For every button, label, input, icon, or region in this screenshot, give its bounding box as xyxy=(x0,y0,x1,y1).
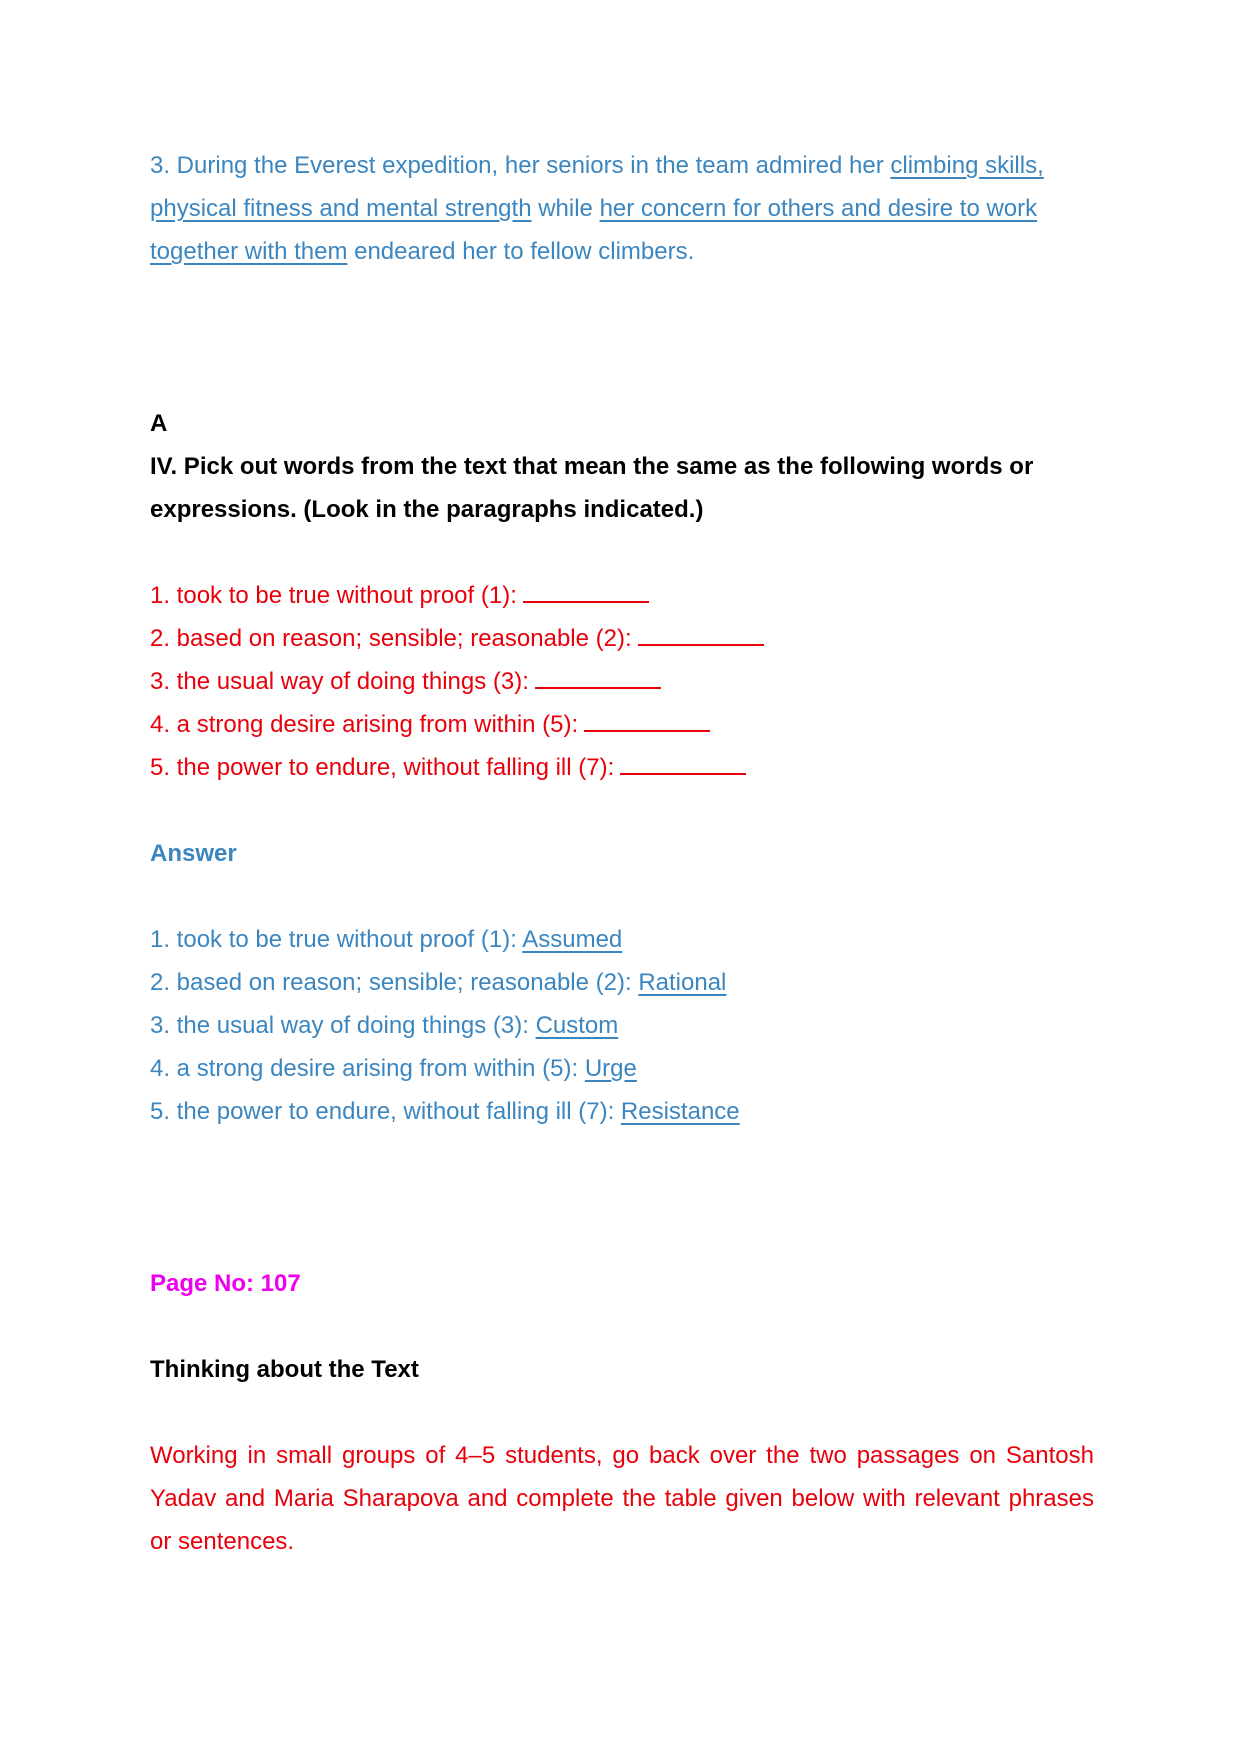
section-letter: A xyxy=(150,410,168,437)
answer-heading: Answer xyxy=(150,840,237,867)
question-title: IV. Pick out words from the text that mean the same as the following words or expressions. (Look in the paragraphs indicated.) xyxy=(150,453,1034,523)
intro-link-skills[interactable]: climbing skills, physical fitness and mental strength xyxy=(150,152,1044,222)
question-item: 4. a strong desire arising from within (5): xyxy=(150,703,1094,746)
answer-word[interactable]: Custom xyxy=(535,1012,619,1039)
intro-paragraph xyxy=(150,144,1094,273)
document-page xyxy=(150,144,1094,1563)
answer-item: 3. the usual way of doing things (3): Custom xyxy=(150,1012,619,1039)
answer-word[interactable]: Resistance xyxy=(620,1098,740,1125)
answer-item: 2. based on reason; sensible; reasonable (2): Rational xyxy=(150,969,727,996)
answer-item: 1. took to be true without proof (1): Assumed xyxy=(150,926,623,953)
answer-word[interactable]: Rational xyxy=(638,969,727,996)
question-item: 5. the power to endure, without falling ill (7): xyxy=(150,746,1094,789)
answer-blank[interactable] xyxy=(584,704,710,732)
question-list xyxy=(150,574,1094,789)
answer-word[interactable]: Assumed xyxy=(522,926,623,953)
thinking-instruction: Working in small groups of 4–5 students, go back over the two passages on Santosh Yadav and Maria Sharapova and complete the table given below with relevant phrases or sentences. xyxy=(150,1442,1094,1555)
answer-blank[interactable] xyxy=(620,747,746,775)
thinking-heading: Thinking about the Text xyxy=(150,1356,419,1383)
intro-prefix: 3. During the Everest expedition, her seniors in the team admired her xyxy=(150,152,891,179)
question-item: 3. the usual way of doing things (3): xyxy=(150,660,1094,703)
answer-list xyxy=(150,918,1094,1133)
answer-blank[interactable] xyxy=(638,618,764,646)
intro-link-concern[interactable]: her concern for others and desire to work together with them xyxy=(150,195,1038,265)
answer-blank[interactable] xyxy=(523,575,649,603)
answer-item: 5. the power to endure, without falling ill (7): Resistance xyxy=(150,1098,740,1125)
question-item: 2. based on reason; sensible; reasonable (2): xyxy=(150,617,1094,660)
answer-blank[interactable] xyxy=(535,661,661,689)
answer-word[interactable]: Urge xyxy=(584,1055,637,1082)
page-number: Page No: 107 xyxy=(150,1270,301,1297)
intro-middle: while xyxy=(531,195,600,222)
intro-suffix: endeared her to fellow climbers. xyxy=(347,238,695,265)
answer-item: 4. a strong desire arising from within (5): Urge xyxy=(150,1055,637,1082)
question-item: 1. took to be true without proof (1): xyxy=(150,574,1094,617)
